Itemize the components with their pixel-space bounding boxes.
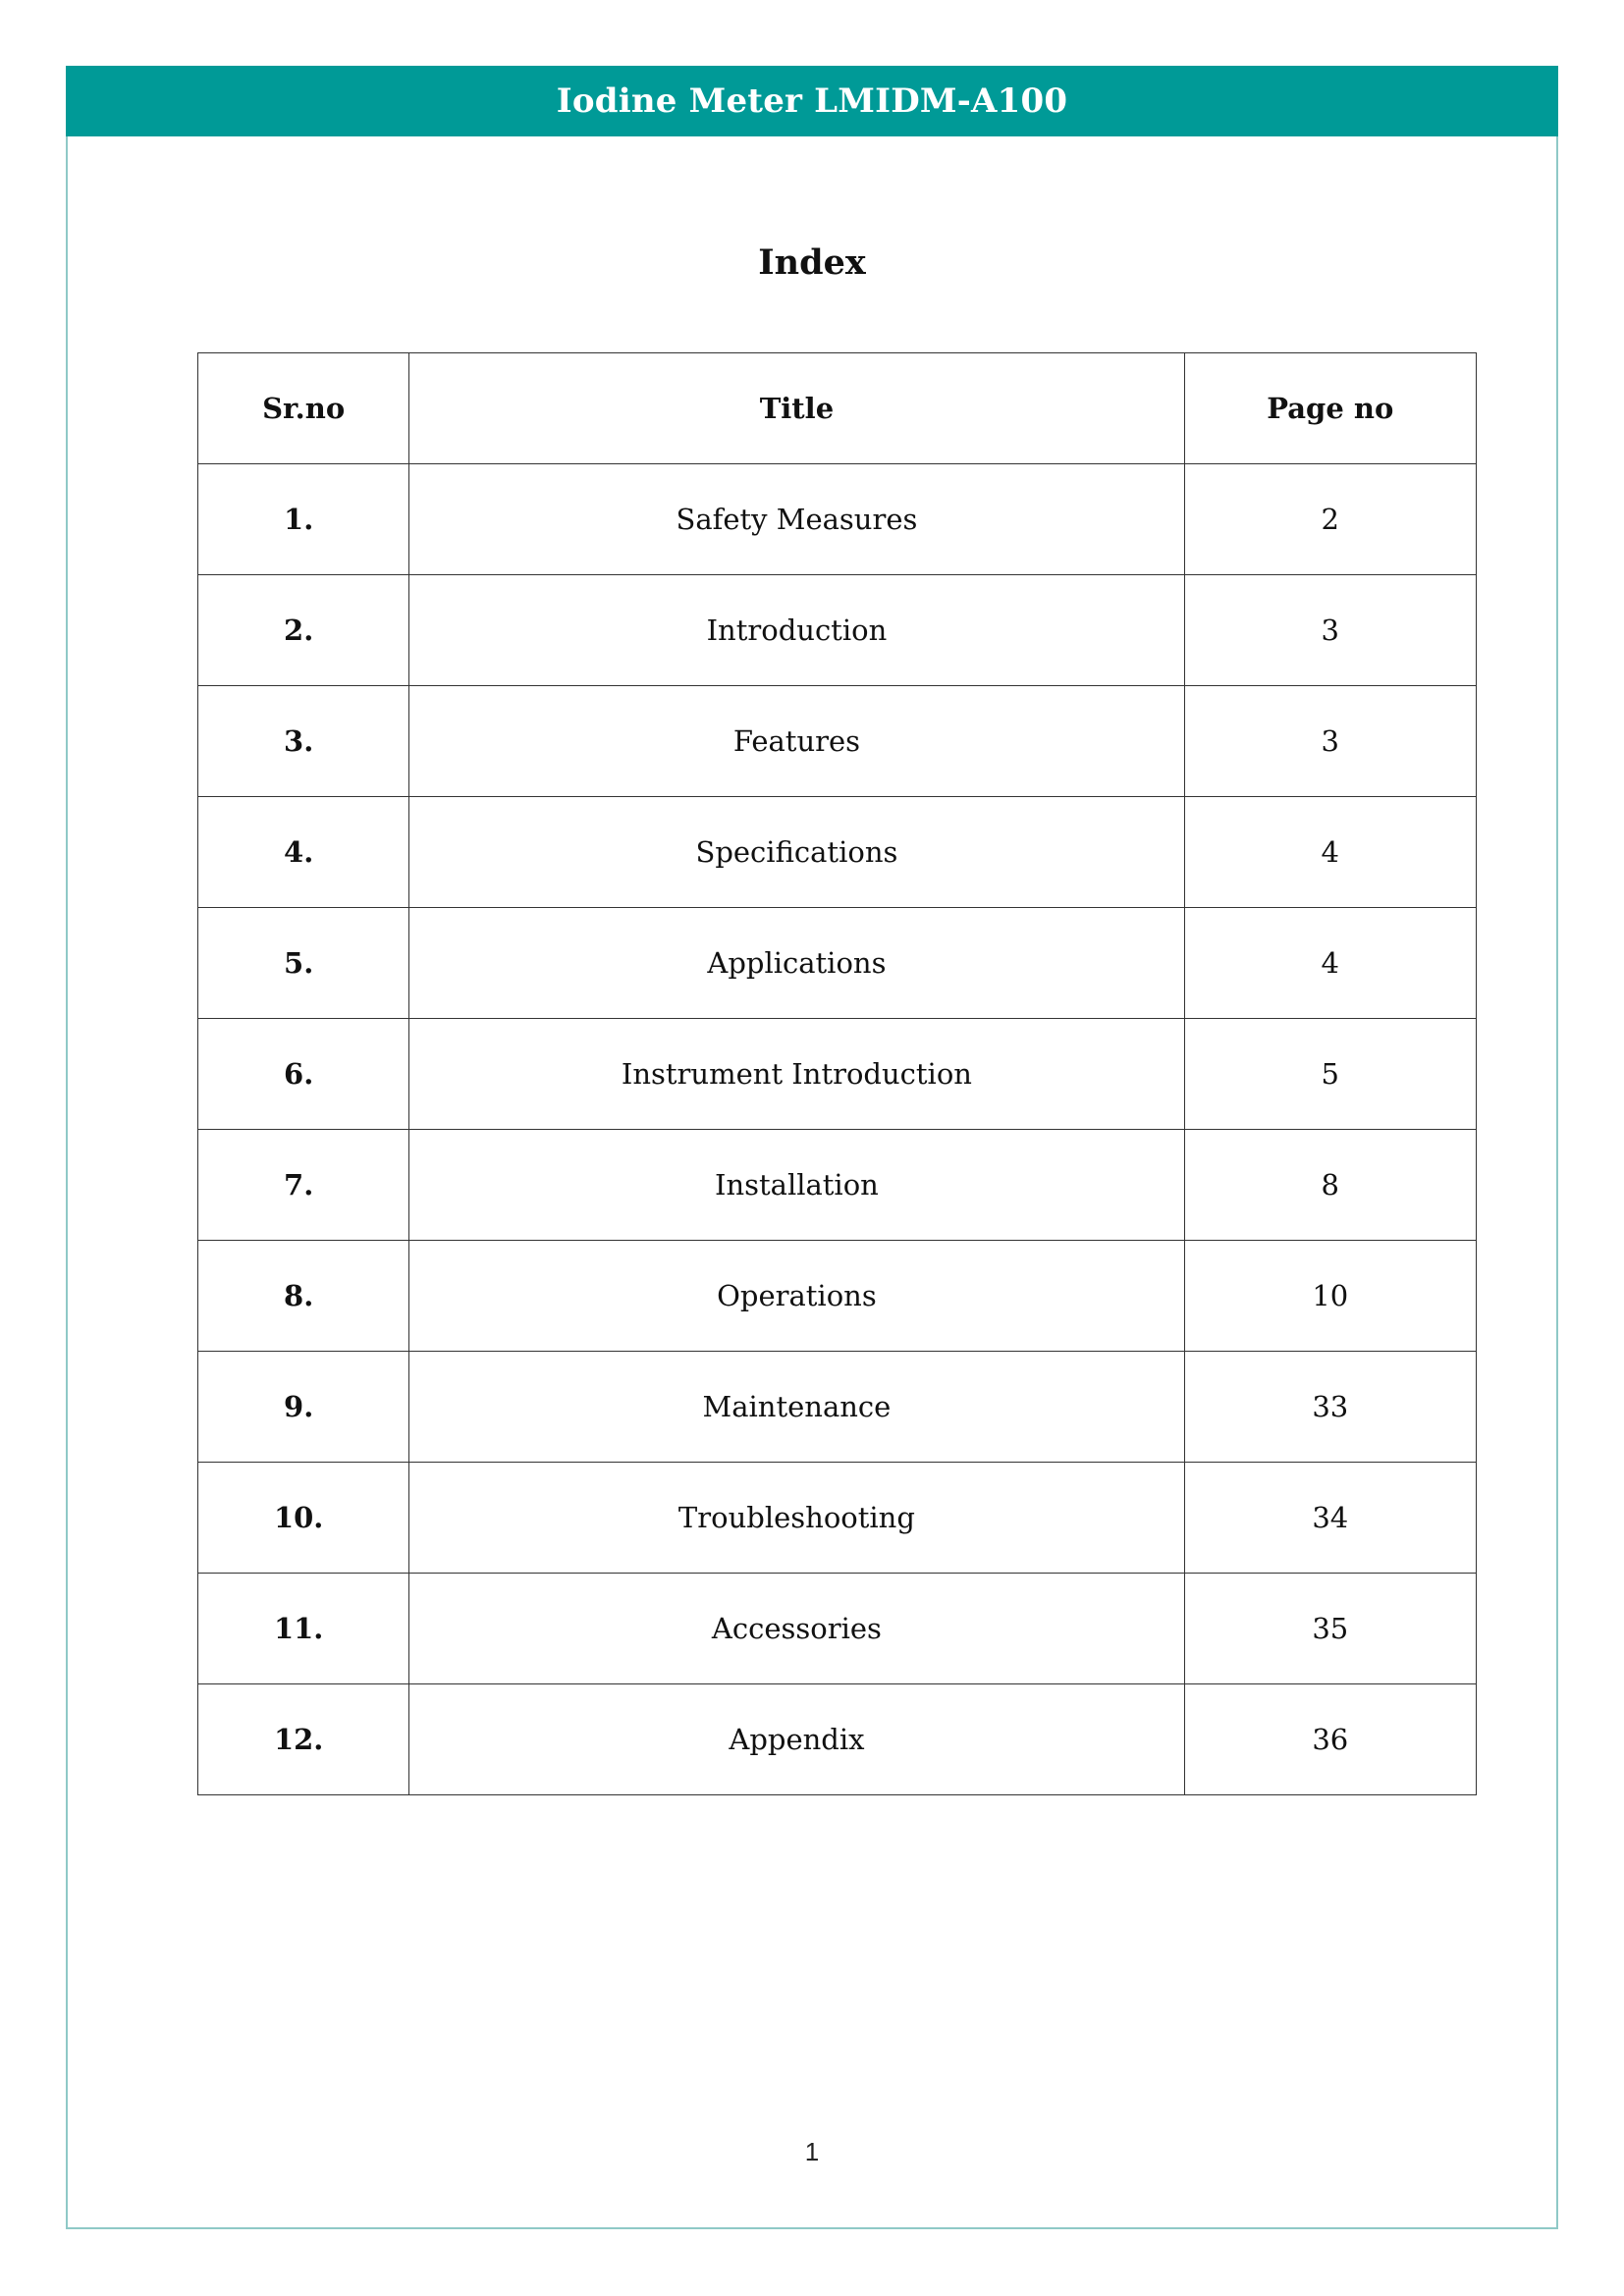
- row-title: Applications: [409, 908, 1184, 1019]
- row-title: Features: [409, 686, 1184, 797]
- row-serial-number-text: 9.: [284, 1390, 314, 1423]
- row-serial-number: [198, 1352, 409, 1463]
- row-serial-number-text: 7.: [284, 1168, 314, 1201]
- row-serial-number: [198, 1463, 409, 1574]
- table-row: [198, 1684, 1477, 1795]
- table-row: [198, 1019, 1477, 1130]
- row-page-number: 8: [1184, 1130, 1476, 1241]
- row-serial-number: [198, 908, 409, 1019]
- table-row: [198, 686, 1477, 797]
- table-row: [198, 1130, 1477, 1241]
- table-row: [198, 1352, 1477, 1463]
- table-row: [198, 1574, 1477, 1684]
- row-title: Specifications: [409, 797, 1184, 908]
- row-page-number: 2: [1184, 464, 1476, 575]
- row-serial-number: [198, 1019, 409, 1130]
- row-page-number: 33: [1184, 1352, 1476, 1463]
- row-title: Safety Measures: [409, 464, 1184, 575]
- index-table-body: [198, 464, 1477, 1795]
- row-page-number: 3: [1184, 575, 1476, 686]
- row-page-number: 4: [1184, 908, 1476, 1019]
- row-title: Installation: [409, 1130, 1184, 1241]
- table-row: [198, 908, 1477, 1019]
- row-serial-number: [198, 575, 409, 686]
- column-header-title: Title: [409, 353, 1184, 464]
- row-title: Introduction: [409, 575, 1184, 686]
- row-serial-number-text: 2.: [284, 614, 314, 647]
- row-page-number: 36: [1184, 1684, 1476, 1795]
- row-serial-number: [198, 1574, 409, 1684]
- row-page-number: 3: [1184, 686, 1476, 797]
- row-page-number: 10: [1184, 1241, 1476, 1352]
- table-row: [198, 1463, 1477, 1574]
- row-page-number: 5: [1184, 1019, 1476, 1130]
- index-table: [197, 352, 1477, 1795]
- row-page-number: 34: [1184, 1463, 1476, 1574]
- row-serial-number-text: 12.: [273, 1723, 324, 1756]
- page-number: 1: [804, 2137, 820, 2166]
- column-header-page-no: Page no: [1184, 353, 1476, 464]
- index-heading: Index: [758, 242, 866, 283]
- row-serial-number: [198, 797, 409, 908]
- table-header-row: [198, 353, 1477, 464]
- row-title: Appendix: [409, 1684, 1184, 1795]
- table-row: [198, 797, 1477, 908]
- row-serial-number-text: 6.: [284, 1057, 314, 1091]
- row-serial-number-text: 3.: [284, 724, 314, 758]
- table-row: [198, 464, 1477, 575]
- document-title: Iodine Meter LMIDM-A100: [556, 81, 1068, 121]
- column-header-srno: Sr.no: [198, 353, 409, 464]
- row-serial-number-text: 1.: [284, 503, 314, 536]
- table-row: [198, 1241, 1477, 1352]
- row-title: Operations: [409, 1241, 1184, 1352]
- row-page-number: 35: [1184, 1574, 1476, 1684]
- row-serial-number: [198, 464, 409, 575]
- row-title: Accessories: [409, 1574, 1184, 1684]
- row-serial-number-text: 11.: [273, 1612, 324, 1645]
- row-page-number: 4: [1184, 797, 1476, 908]
- table-row: [198, 575, 1477, 686]
- row-title: Troubleshooting: [409, 1463, 1184, 1574]
- header-band: [66, 66, 1558, 136]
- row-serial-number-text: 5.: [284, 946, 314, 980]
- row-serial-number: [198, 1684, 409, 1795]
- row-serial-number-text: 4.: [284, 835, 314, 869]
- row-serial-number-text: 8.: [284, 1279, 314, 1312]
- row-title: Instrument Introduction: [409, 1019, 1184, 1130]
- row-serial-number: [198, 1241, 409, 1352]
- row-title: Maintenance: [409, 1352, 1184, 1463]
- row-serial-number: [198, 1130, 409, 1241]
- row-serial-number-text: 10.: [273, 1501, 324, 1534]
- row-serial-number: [198, 686, 409, 797]
